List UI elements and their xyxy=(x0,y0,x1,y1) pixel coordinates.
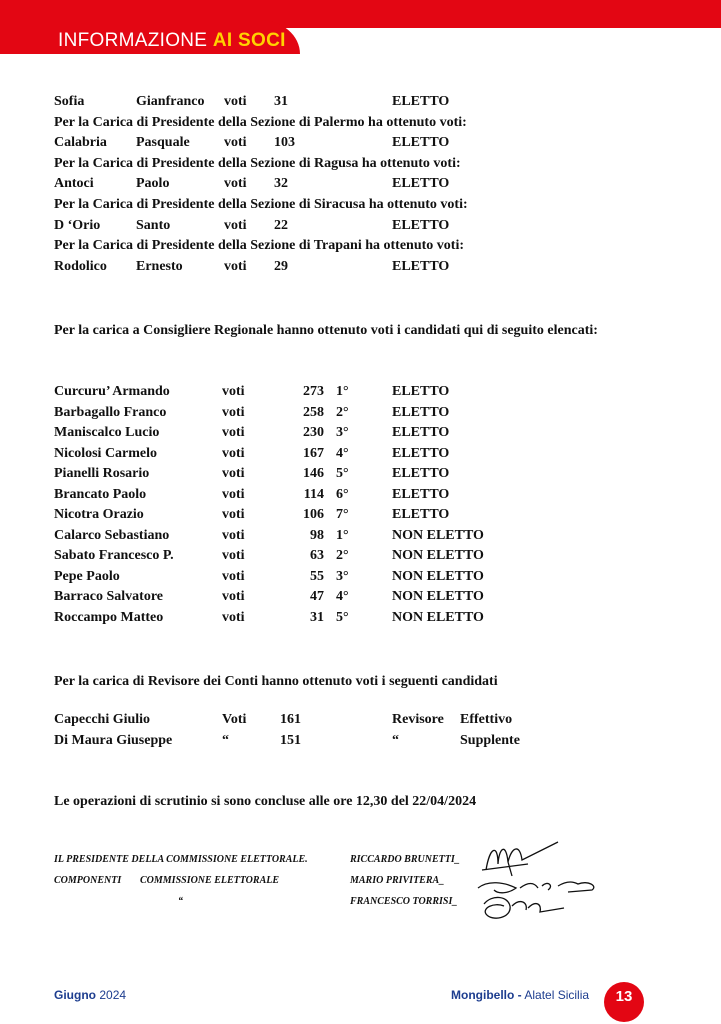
candidate-votes: 114 xyxy=(303,486,324,502)
result-votes: 32 xyxy=(274,176,288,192)
result-row xyxy=(54,259,674,280)
closing-statement: Le operazioni di scrutinio si sono concluse alle ore 12,30 del 22/04/2024 xyxy=(54,794,477,809)
candidate-name: Barbagallo Franco xyxy=(54,404,167,420)
candidate-name: Pianelli Rosario xyxy=(54,466,150,481)
result-status: ELETTO xyxy=(392,94,450,109)
candidate-row xyxy=(54,425,654,446)
auditor-votes: 151 xyxy=(280,733,301,748)
candidate-votes: 146 xyxy=(303,466,324,481)
result-status: ELETTO xyxy=(392,135,450,151)
result-row xyxy=(54,176,674,197)
candidate-name: Brancato Paolo xyxy=(54,486,147,502)
candidate-votes: 47 xyxy=(310,589,324,604)
candidate-votes-label: voti xyxy=(222,609,245,625)
candidate-name: Nicolosi Carmelo xyxy=(54,445,158,461)
candidate-status: ELETTO xyxy=(392,507,450,522)
result-votes-label: voti xyxy=(224,94,247,109)
president-label: IL PRESIDENTE DELLA COMMISSIONE ELETTORALE. xyxy=(54,854,308,865)
candidate-rank: 1° xyxy=(336,527,349,543)
result-status: ELETTO xyxy=(392,258,450,274)
section-heading xyxy=(54,156,674,177)
auditor-role-b: Effettivo xyxy=(460,712,513,727)
footer-org: Alatel Sicilia xyxy=(524,988,590,1002)
candidate-votes-label: voti xyxy=(222,486,245,502)
footer-year: 2024 xyxy=(99,988,127,1002)
candidate-row xyxy=(54,507,654,528)
section-heading xyxy=(54,197,674,218)
header-title-prefix: INFORMAZIONE xyxy=(58,30,208,51)
candidate-votes-label: voti xyxy=(222,466,245,481)
candidate-votes: 258 xyxy=(303,404,324,420)
result-surname: Gianfranco xyxy=(136,94,205,109)
auditor-role-b: Supplente xyxy=(460,733,520,748)
candidate-rank: 3° xyxy=(336,425,349,440)
candidate-status: ELETTO xyxy=(392,445,450,461)
candidate-name: Barraco Salvatore xyxy=(54,589,163,604)
candidate-row xyxy=(54,569,654,590)
candidate-votes: 273 xyxy=(303,384,324,399)
auditor-name: Di Maura Giuseppe xyxy=(54,733,173,748)
result-surname: Santo xyxy=(136,217,171,233)
result-votes-label: voti xyxy=(224,135,247,151)
result-status: ELETTO xyxy=(392,176,450,192)
candidate-votes-label: voti xyxy=(222,425,245,440)
candidate-votes-label: voti xyxy=(222,527,245,543)
candidate-rank: 1° xyxy=(336,384,349,399)
ditto-mark: “ xyxy=(178,896,183,907)
result-status: ELETTO xyxy=(392,217,450,233)
result-row xyxy=(54,218,674,239)
candidate-status: NON ELETTO xyxy=(392,568,484,584)
candidate-row xyxy=(54,466,654,487)
auditor-name: Capecchi Giulio xyxy=(54,712,151,727)
candidate-name: Maniscalco Lucio xyxy=(54,425,160,440)
candidate-status: NON ELETTO xyxy=(392,527,484,543)
candidate-status: ELETTO xyxy=(392,425,450,440)
regional-intro: Per la carica a Consigliere Regionale hanno ottenuto voti i candidati qui di seguito elencati: xyxy=(54,323,598,338)
candidate-votes: 55 xyxy=(310,568,324,584)
auditor-list xyxy=(54,712,654,754)
result-votes: 29 xyxy=(274,258,288,274)
footer-date xyxy=(54,988,126,1002)
candidate-status: NON ELETTO xyxy=(392,589,484,604)
candidate-votes: 63 xyxy=(310,548,324,563)
candidate-status: ELETTO xyxy=(392,404,450,420)
candidate-rank: 6° xyxy=(336,486,349,502)
result-surname: Pasquale xyxy=(136,135,190,151)
section-heading xyxy=(54,238,674,259)
candidate-votes-label: voti xyxy=(222,568,245,584)
candidate-row xyxy=(54,589,654,610)
candidate-name: Nicotra Orazio xyxy=(54,507,144,522)
footer-publication xyxy=(451,988,589,1002)
result-name: Calabria xyxy=(54,135,107,151)
footer-separator: - xyxy=(517,988,522,1002)
candidate-row xyxy=(54,384,654,405)
result-surname: Ernesto xyxy=(136,258,183,274)
members-label-a: COMPONENTI xyxy=(54,875,122,886)
candidate-status: NON ELETTO xyxy=(392,609,484,625)
heading-text: Per la Carica di Presidente della Sezione di Ragusa ha ottenuto voti: xyxy=(54,155,461,171)
candidate-votes-label: voti xyxy=(222,589,245,604)
section-results xyxy=(54,94,674,279)
candidate-name: Pepe Paolo xyxy=(54,568,120,584)
candidate-rank: 2° xyxy=(336,404,349,420)
candidate-row xyxy=(54,548,654,569)
result-votes-label: voti xyxy=(224,258,247,274)
candidate-row xyxy=(54,610,654,631)
auditor-role-a: “ xyxy=(392,733,399,748)
candidate-row xyxy=(54,446,654,467)
auditor-role-a: Revisore xyxy=(392,712,444,727)
page-number-badge: 13 xyxy=(604,982,644,1022)
member2-name: FRANCESCO TORRISI_ xyxy=(350,896,458,907)
result-name: Rodolico xyxy=(54,258,107,274)
candidate-status: ELETTO xyxy=(392,466,450,481)
candidate-votes-label: voti xyxy=(222,507,245,522)
candidate-votes: 31 xyxy=(310,609,324,625)
result-votes-label: voti xyxy=(224,217,247,233)
candidate-row xyxy=(54,487,654,508)
section-heading xyxy=(54,115,674,136)
members-label-b: COMMISSIONE ELETTORALE xyxy=(140,875,280,886)
auditor-votes-label: “ xyxy=(222,733,229,748)
auditor-intro: Per la carica di Revisore dei Conti hanno ottenuto voti i seguenti candidati xyxy=(54,674,498,689)
candidate-name: Calarco Sebastiano xyxy=(54,527,170,543)
candidate-votes-label: voti xyxy=(222,445,245,461)
candidate-votes-label: voti xyxy=(222,548,245,563)
candidate-votes: 106 xyxy=(303,507,324,522)
result-votes-label: voti xyxy=(224,176,247,192)
candidate-name: Roccampo Matteo xyxy=(54,609,164,625)
candidate-rank: 7° xyxy=(336,507,349,522)
member1-name: MARIO PRIVITERA_ xyxy=(350,875,445,886)
candidate-name: Sabato Francesco P. xyxy=(54,548,174,563)
heading-text: Per la Carica di Presidente della Sezione di Trapani ha ottenuto voti: xyxy=(54,238,464,254)
candidate-list xyxy=(54,384,654,630)
result-surname: Paolo xyxy=(136,176,170,192)
result-votes: 22 xyxy=(274,217,288,233)
candidate-row xyxy=(54,528,654,549)
result-name: D ‘Orio xyxy=(54,217,101,233)
candidate-rank: 2° xyxy=(336,548,349,563)
result-votes: 31 xyxy=(274,94,288,109)
result-votes: 103 xyxy=(274,135,295,151)
candidate-status: ELETTO xyxy=(392,486,450,502)
page-header-title xyxy=(58,30,286,52)
footer-month: Giugno xyxy=(54,988,96,1002)
candidate-votes: 167 xyxy=(303,445,324,461)
candidate-votes: 98 xyxy=(310,527,324,543)
heading-text: Per la Carica di Presidente della Sezione di Palermo ha ottenuto voti: xyxy=(54,114,467,130)
heading-text: Per la Carica di Presidente della Sezione di Siracusa ha ottenuto voti: xyxy=(54,196,468,212)
candidate-status: ELETTO xyxy=(392,384,450,399)
result-row xyxy=(54,94,674,115)
candidate-votes: 230 xyxy=(303,425,324,440)
auditor-votes: 161 xyxy=(280,712,301,727)
footer-magazine: Mongibello xyxy=(451,988,515,1002)
president-name: RICCARDO BRUNETTI_ xyxy=(350,854,460,865)
handwritten-signatures xyxy=(468,836,608,928)
candidate-rank: 4° xyxy=(336,589,349,604)
auditor-row xyxy=(54,712,654,733)
result-name: Antoci xyxy=(54,176,94,192)
candidate-rank: 5° xyxy=(336,609,349,625)
candidate-votes-label: voti xyxy=(222,384,245,399)
candidate-rank: 5° xyxy=(336,466,349,481)
candidate-status: NON ELETTO xyxy=(392,548,484,563)
result-row xyxy=(54,135,674,156)
candidate-row xyxy=(54,405,654,426)
result-name: Sofia xyxy=(54,94,85,109)
header-title-highlight: AI SOCI xyxy=(212,30,286,51)
candidate-rank: 4° xyxy=(336,445,349,461)
auditor-row xyxy=(54,733,654,754)
candidate-rank: 3° xyxy=(336,568,349,584)
candidate-votes-label: voti xyxy=(222,404,245,420)
candidate-name: Curcuru’ Armando xyxy=(54,384,170,399)
auditor-votes-label: Voti xyxy=(222,712,247,727)
